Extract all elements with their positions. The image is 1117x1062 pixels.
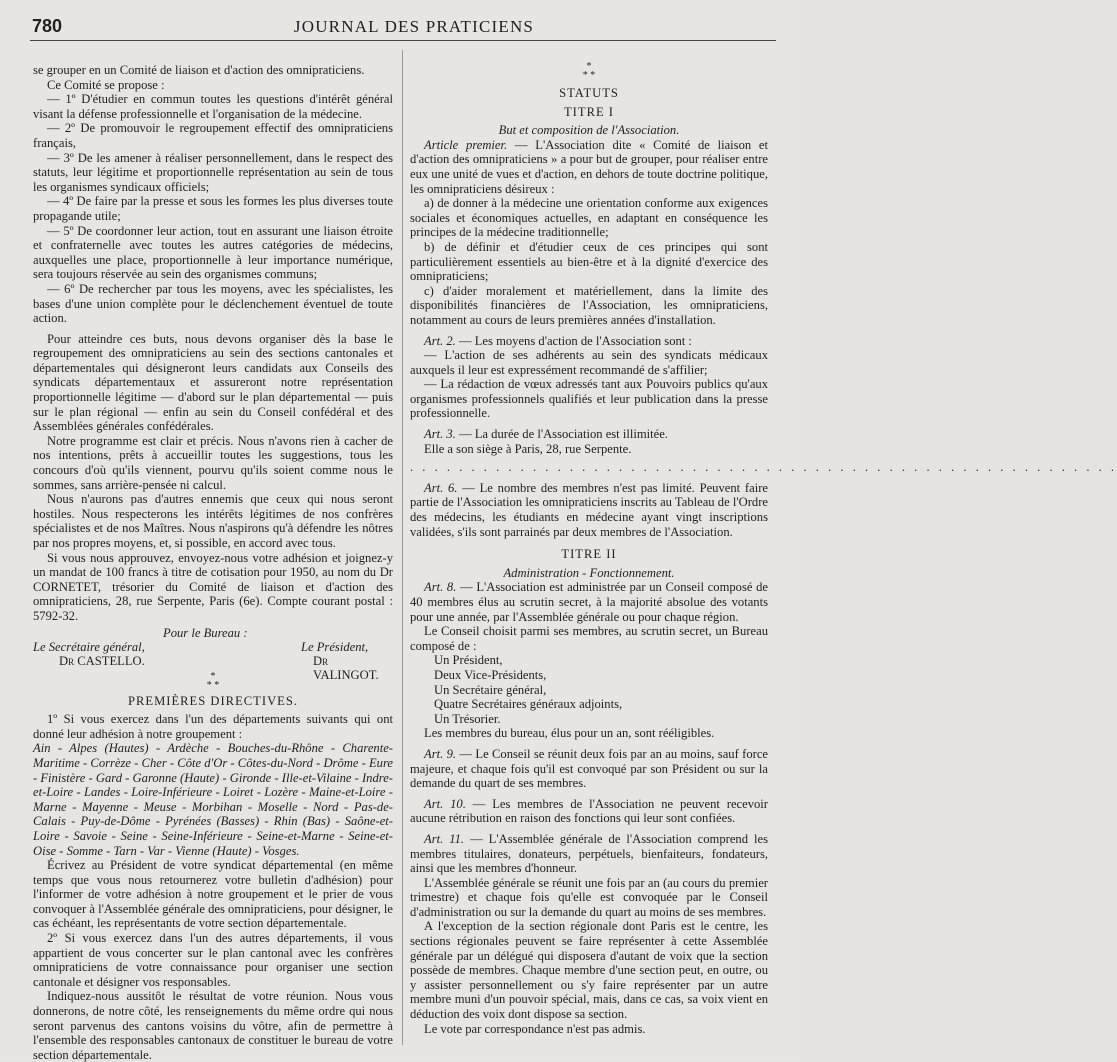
titre-1-heading: TITRE I [563, 104, 614, 119]
page-number: 780 [32, 16, 63, 36]
department-list: Ain - Alpes (Hautes) - Ardèche - Bouches-du-Rhône - Charente-Maritime - Corrèze - Cher - Côte d'Or - Côtes-du-Nord - Drôme - Eure - Finistère - Gard - Garonne (Haute) - Gironde - Ille-et-Vilaine - Indre-et-Loire - Landes - Loire-Inférieure - Loiret - Lozère - Maine-et-Loire - Marne - Mayenne - Meuse - Morbihan - Moselle - Nord - Pas-de-Calais - Puy-de-Dôme - Pyrénées (Basses) - Rhin (Bas) - Saône-et-Loire - Savoie - Seine - Seine-Inférieure - Seine-et-Marne - Seine-et-Oise - Somme - Tarn - Var - Vienne (Haute) - Vosges. [33, 741, 393, 858]
list-item: Quatre Secrétaires généraux adjoints, [434, 697, 623, 712]
article-label: Art. 2. [424, 333, 456, 348]
objective-5: — 5º De coordonner leur action, tout en assurant une liaison étroite et confraternelle avec toutes les autres catégories de médecins, auxquelles une place, proportionnelle à leur importance numérique, sera toujours réservée au sein des organismes communs; [33, 223, 393, 282]
article-10: Art. 10. — Les membres de l'Association ne peuvent recevoir aucune rétribution en raison des fonctions qui leur sont confiées. [410, 796, 768, 826]
article-label: Art. 8. [424, 580, 457, 595]
secretary-title: Le Secrétaire général, [33, 639, 145, 654]
directive-1-detail: Écrivez au Président de votre syndicat départemental (en même temps que vous nous retournerez votre bulletin d'adhésion) pour l'informer de votre adhésion à notre groupement et le prier de vous convoquer à l'Assemblée générale des omnipraticiens, pour désigner, le cas échéant, les représentants de votre section départementale. [33, 858, 393, 931]
paragraph: Si vous nous approuvez, envoyez-nous votre adhésion et joignez-y un mandat de 100 francs à titre de cotisation pour 1950, au nom du Dr CORNETET, trésorier du Comité de liaison et d'action des omnipraticiens, 28, rue Serpente, Paris (6e). Compte courant postal : 5792-32. [33, 550, 393, 623]
article-label: Art. 10. [424, 796, 466, 811]
bureau-list [420, 653, 768, 726]
article-label: Article premier. [424, 137, 508, 152]
article-1-b: b) de définir et d'étudier ceux de ces principes qui sont particulièrement essentiels au bien-être et à la dignité d'exercice des omnipraticiens; [410, 239, 768, 284]
article-label: Art. 6. [424, 480, 458, 495]
list-item: Un Secrétaire général, [434, 682, 547, 697]
article-1-c: c) d'aider moralement et matériellement, dans la limite des disponibilités financières de l'Association, les omnipraticiens, notamment au cours de leurs premières années d'installation. [410, 283, 768, 327]
signature-for-bureau: Pour le Bureau : [163, 625, 248, 640]
article-11-b: L'Assemblée générale se réunit une fois par an (au cours du premier trimestre) et chaque fois qu'elle est convoquée par le Conseil d'administration ou sur la demande du quart au moins de ses membres. [410, 875, 768, 919]
list-item: Un Trésorier. [434, 711, 501, 726]
page-header [32, 14, 776, 38]
list-item: Un Président, [434, 653, 503, 668]
left-column [33, 63, 393, 1062]
directive-2-detail: Indiquez-nous aussitôt le résultat de votre réunion. Nous vous donnerons, de notre côté, les renseignements du même ordre qui nous seront parvenus des cantons voisins du vôtre, afin de permettre à l'ensemble des responsables cantonaux de constituer le bureau de votre section départementale. [33, 989, 393, 1062]
header-rule [30, 40, 776, 41]
article-2-a: — L'action de ses adhérents au sein des syndicats médicaux auxquels il leur est expressément recommandé de s'affilier; [410, 348, 768, 377]
statuts-heading: STATUTS [559, 86, 619, 100]
titre-2-heading: TITRE II [561, 547, 617, 562]
objective-1: — 1º D'étudier en commun toutes les questions d'intérêt général visant la défense professionnelle et l'organisation de la médecine. [33, 92, 393, 121]
article-8-b: Le Conseil choisit parmi ses membres, au scrutin secret, un Bureau composé de : [410, 624, 768, 653]
objective-4: — 4º De faire par la presse et sous les formes les plus diverses toute propagande utile; [33, 194, 393, 223]
president-name: Dr VALINGOT. [313, 653, 379, 683]
right-column [410, 61, 1117, 1036]
titre-1-subheading: But et composition de l'Association. [498, 123, 680, 138]
article-6: Art. 6. — Le nombre des membres n'est pas limité. Peuvent faire partie de l'Association les omnipraticiens inscrits au Tableau de l'Ordre des médecins, les étudiants en médecine ayant vingt inscriptions validées, s'ils sont parrainés par deux membres de l'Association. [410, 480, 768, 539]
objective-3: — 3º De les amener à réaliser personnellement, dans le respect des statuts, leur légitime et proportionnelle représentation au sein de tous les organismes syndicaux officiels; [33, 150, 393, 194]
section-separator: * * * [582, 61, 596, 81]
article-1-a: a) de donner à la médecine une orientation conforme aux exigences sociales et économiques actuelles, en adaptant en conséquence les principes de la médecine traditionnelle; [410, 196, 768, 240]
objective-2: — 2º De promouvoir le regroupement effectif des omnipraticiens français, [33, 121, 393, 150]
omission-dots: . . . . . . . . . . . . . . . . . . . . . . . . . . . . . . . . . . . . . . . . . . . . . . . . . . . . . . . . . . [410, 460, 1117, 475]
paragraph: Nous n'aurons pas d'autres ennemis que ceux qui nous seront hostiles. Nous respecterons les intérêts légitimes de nos confrères spécialistes et de nos Maîtres. Nous n'aspirons qu'à défendre les nôtres par nos propres moyens, et, si possible, en accord avec tous. [33, 492, 393, 550]
column-divider [402, 50, 403, 1045]
objective-6: — 6º De rechercher par tous les moyens, avec les spécialistes, les bases d'une union complète pour le déclenchement éventuel de toute action. [33, 281, 393, 326]
article-3-b: Elle a son siège à Paris, 28, rue Serpente. [424, 441, 632, 456]
signature-block [33, 624, 393, 683]
directive-1: 1º Si vous exercez dans l'un des départements suivants qui ont donné leur adhésion à notre groupement : [33, 712, 393, 741]
article-label: Art. 3. [424, 427, 456, 442]
article-label: Art. 11. [424, 831, 465, 846]
journal-title: JOURNAL DES PRATICIENS [293, 17, 535, 36]
paragraph: Notre programme est clair et précis. Nous n'avons rien à cacher de nos intentions, prêts à accueillir toutes les suggestions, tous les concours d'où qu'ils viennent, pourvu qu'ils soient comme nous le sommes, sans arrière-pensée ni calcul. [33, 433, 393, 492]
article-1: Article premier. — L'Association dite « Comité de liaison et d'action des omnipraticiens » a pour but de grouper, pour réaliser entre eux une unité de vues et d'action, en dehors de toute doctrine politique, les omnipraticiens désireux : [410, 137, 769, 196]
secretary-name: Dr CASTELLO. [59, 653, 145, 668]
paragraph: Pour atteindre ces buts, nous devons organiser dès la base le regroupement des omnipraticiens au sein des sections cantonales et départementales qui désigneront leurs candidats aux Conseils des syndicats départementaux et assureront notre représentation proportionnelle légitime — d'abord sur le plan départemental — puis sur le plan régional — enfin au sein du Conseil confédéral et des Assemblées générales confédérales. [33, 331, 393, 434]
section-separator: * * * [206, 670, 220, 691]
titre-2-subheading: Administration - Fonctionnement. [503, 565, 675, 580]
article-2: Art. 2. — Les moyens d'action de l'Association sont : [424, 333, 692, 348]
article-2-b: — La rédaction de vœux adressés tant aux Pouvoirs publics qu'aux organismes professionnels qualifiés et leur publication dans la presse professionnelle. [410, 377, 768, 421]
article-9: Art. 9. — Le Conseil se réunit deux fois par an au moins, sauf force majeure, et chaque fois qu'il est convoqué par son Président ou sur la demande du quart de ses membres. [410, 746, 768, 791]
directive-2: 2º Si vous exercez dans l'un des autres départements, il vous appartient de vous concerter sur le plan cantonal avec les confrères omnipraticiens de votre connaissance pour organiser une section cantonale et désigner vos responsables. [33, 931, 393, 989]
paragraph: Ce Comité se propose : [47, 77, 165, 92]
article-11-d: Le vote par correspondance n'est pas admis. [424, 1021, 646, 1036]
article-11: Art. 11. — L'Assemblée générale de l'Association comprend les membres titulaires, donateurs, perpétuels, bienfaiteurs, fondateurs, ainsi que les membres d'honneur. [410, 831, 768, 876]
article-3: Art. 3. — La durée de l'Association est illimitée. [424, 427, 668, 442]
list-item: Deux Vice-Présidents, [434, 667, 547, 682]
article-label: Art. 9. [424, 746, 457, 761]
paragraph: se grouper en un Comité de liaison et d'action des omnipraticiens. [33, 63, 365, 77]
president-title: Le Président, [301, 639, 369, 654]
article-11-c: A l'exception de la section régionale dont Paris est le centre, les sections régionales peuvent se faire représenter à cette Assemblée générale par un délégué qui disposera d'autant de voix que la section possède de membres. Chaque membre d'une section peut, en outre, ou y assister personnellement ou s'y faire représenter par un autre membre muni d'un pouvoir spécial, mais, dans ce cas, sa voix vient en déduction des voix dont dispose sa section. [410, 919, 768, 1022]
directives-heading: PREMIÈRES DIRECTIVES. [127, 693, 299, 708]
article-8: Art. 8. — L'Association est administrée par un Conseil composé de 40 membres élus au scrutin secret, à la majorité absolue des votants pour une année, par l'Assemblée générale ou pour chaque région. [410, 580, 769, 624]
article-8-c: Les membres du bureau, élus pour un an, sont rééligibles. [424, 726, 715, 741]
